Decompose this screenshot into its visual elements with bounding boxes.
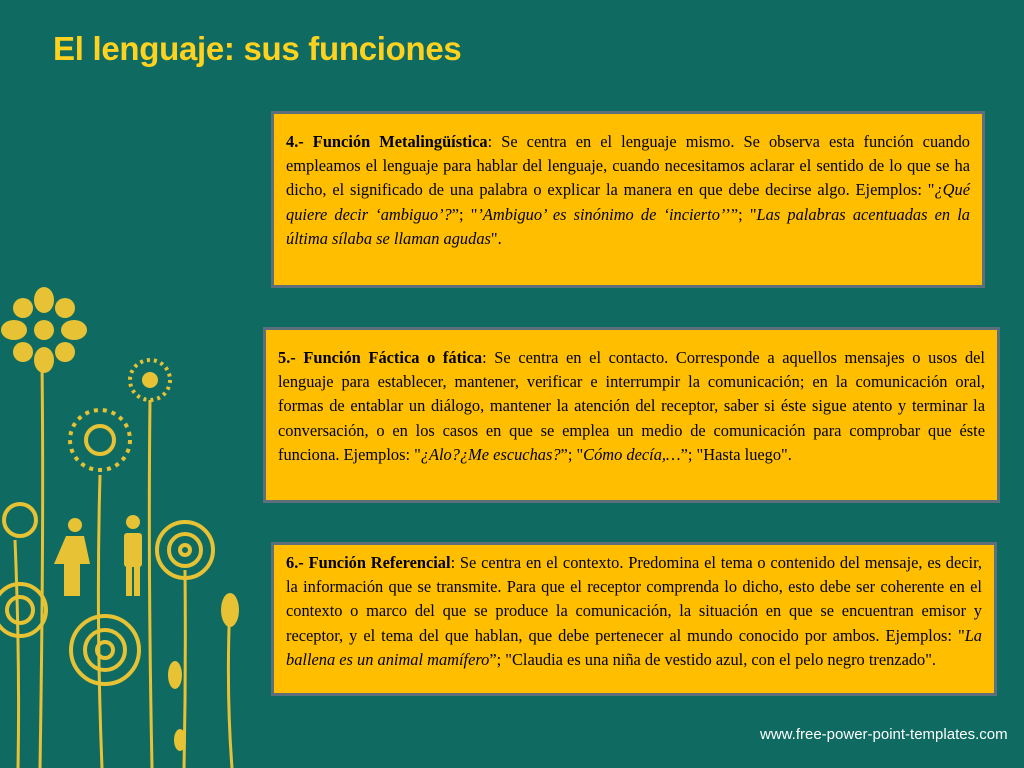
footer-url: www.free-power-point-templates.com (760, 726, 1008, 743)
slide-title: El lenguaje: sus funciones (53, 30, 462, 67)
metalinguistic-function-box: 4.- Función Metalingüística: Se centra en el lenguaje mismo. Se observa esta función cuando empleamos el lenguaje para hablar del lenguaje, cuando necesitamos aclarar el sentido de lo que se ha dicho, el significado de una palabra o explicar la manera en que debe decirse algo. Ejemplos: "¿Qué quiere decir ‘ambiguo’?”; "’Ambiguo’ es sinónimo de ‘incierto’’”; "Las palabras acentuadas en la última sílaba se llaman agudas". (271, 111, 985, 288)
box-heading: 5.- Función Fáctica o fática (278, 348, 483, 367)
box-heading: 4.- Función Metalingüística (286, 132, 488, 151)
flower-decoration-icon (0, 270, 260, 768)
box-heading: 6.- Función Referencial (286, 553, 451, 572)
referential-function-box: 6.- Función Referencial: Se centra en el contexto. Predomina el tema o contenido del mensaje, es decir, la información que se transmite. Para que el receptor comprenda lo dicho, esto debe ser coherente en el contexto o marco del que se produce la comunicación, la situación en que se encuentran emisor y receptor, y el tema del que hablan, que debe pertenecer al mundo conocido por ambos. Ejemplos: "La ballena es un animal mamífero”; "Claudia es una niña de vestido azul, con el pelo negro trenzado". (271, 542, 997, 696)
phatic-function-box: 5.- Función Fáctica o fática: Se centra en el contacto. Corresponde a aquellos mensajes o usos del lenguaje para establecer, mantener, verificar e interrumpir la comunicación; en la comunicación oral, formas de entablar un diálogo, mantener la atención del receptor, saber si éste sigue atento y terminar la conversación, o en los casos en que se emplea un medio de comunicación para comprobar que éste funciona. Ejemplos: "¿Alo?¿Me escuchas?”; "Cómo decía,…”; "Hasta luego". (263, 327, 1000, 503)
